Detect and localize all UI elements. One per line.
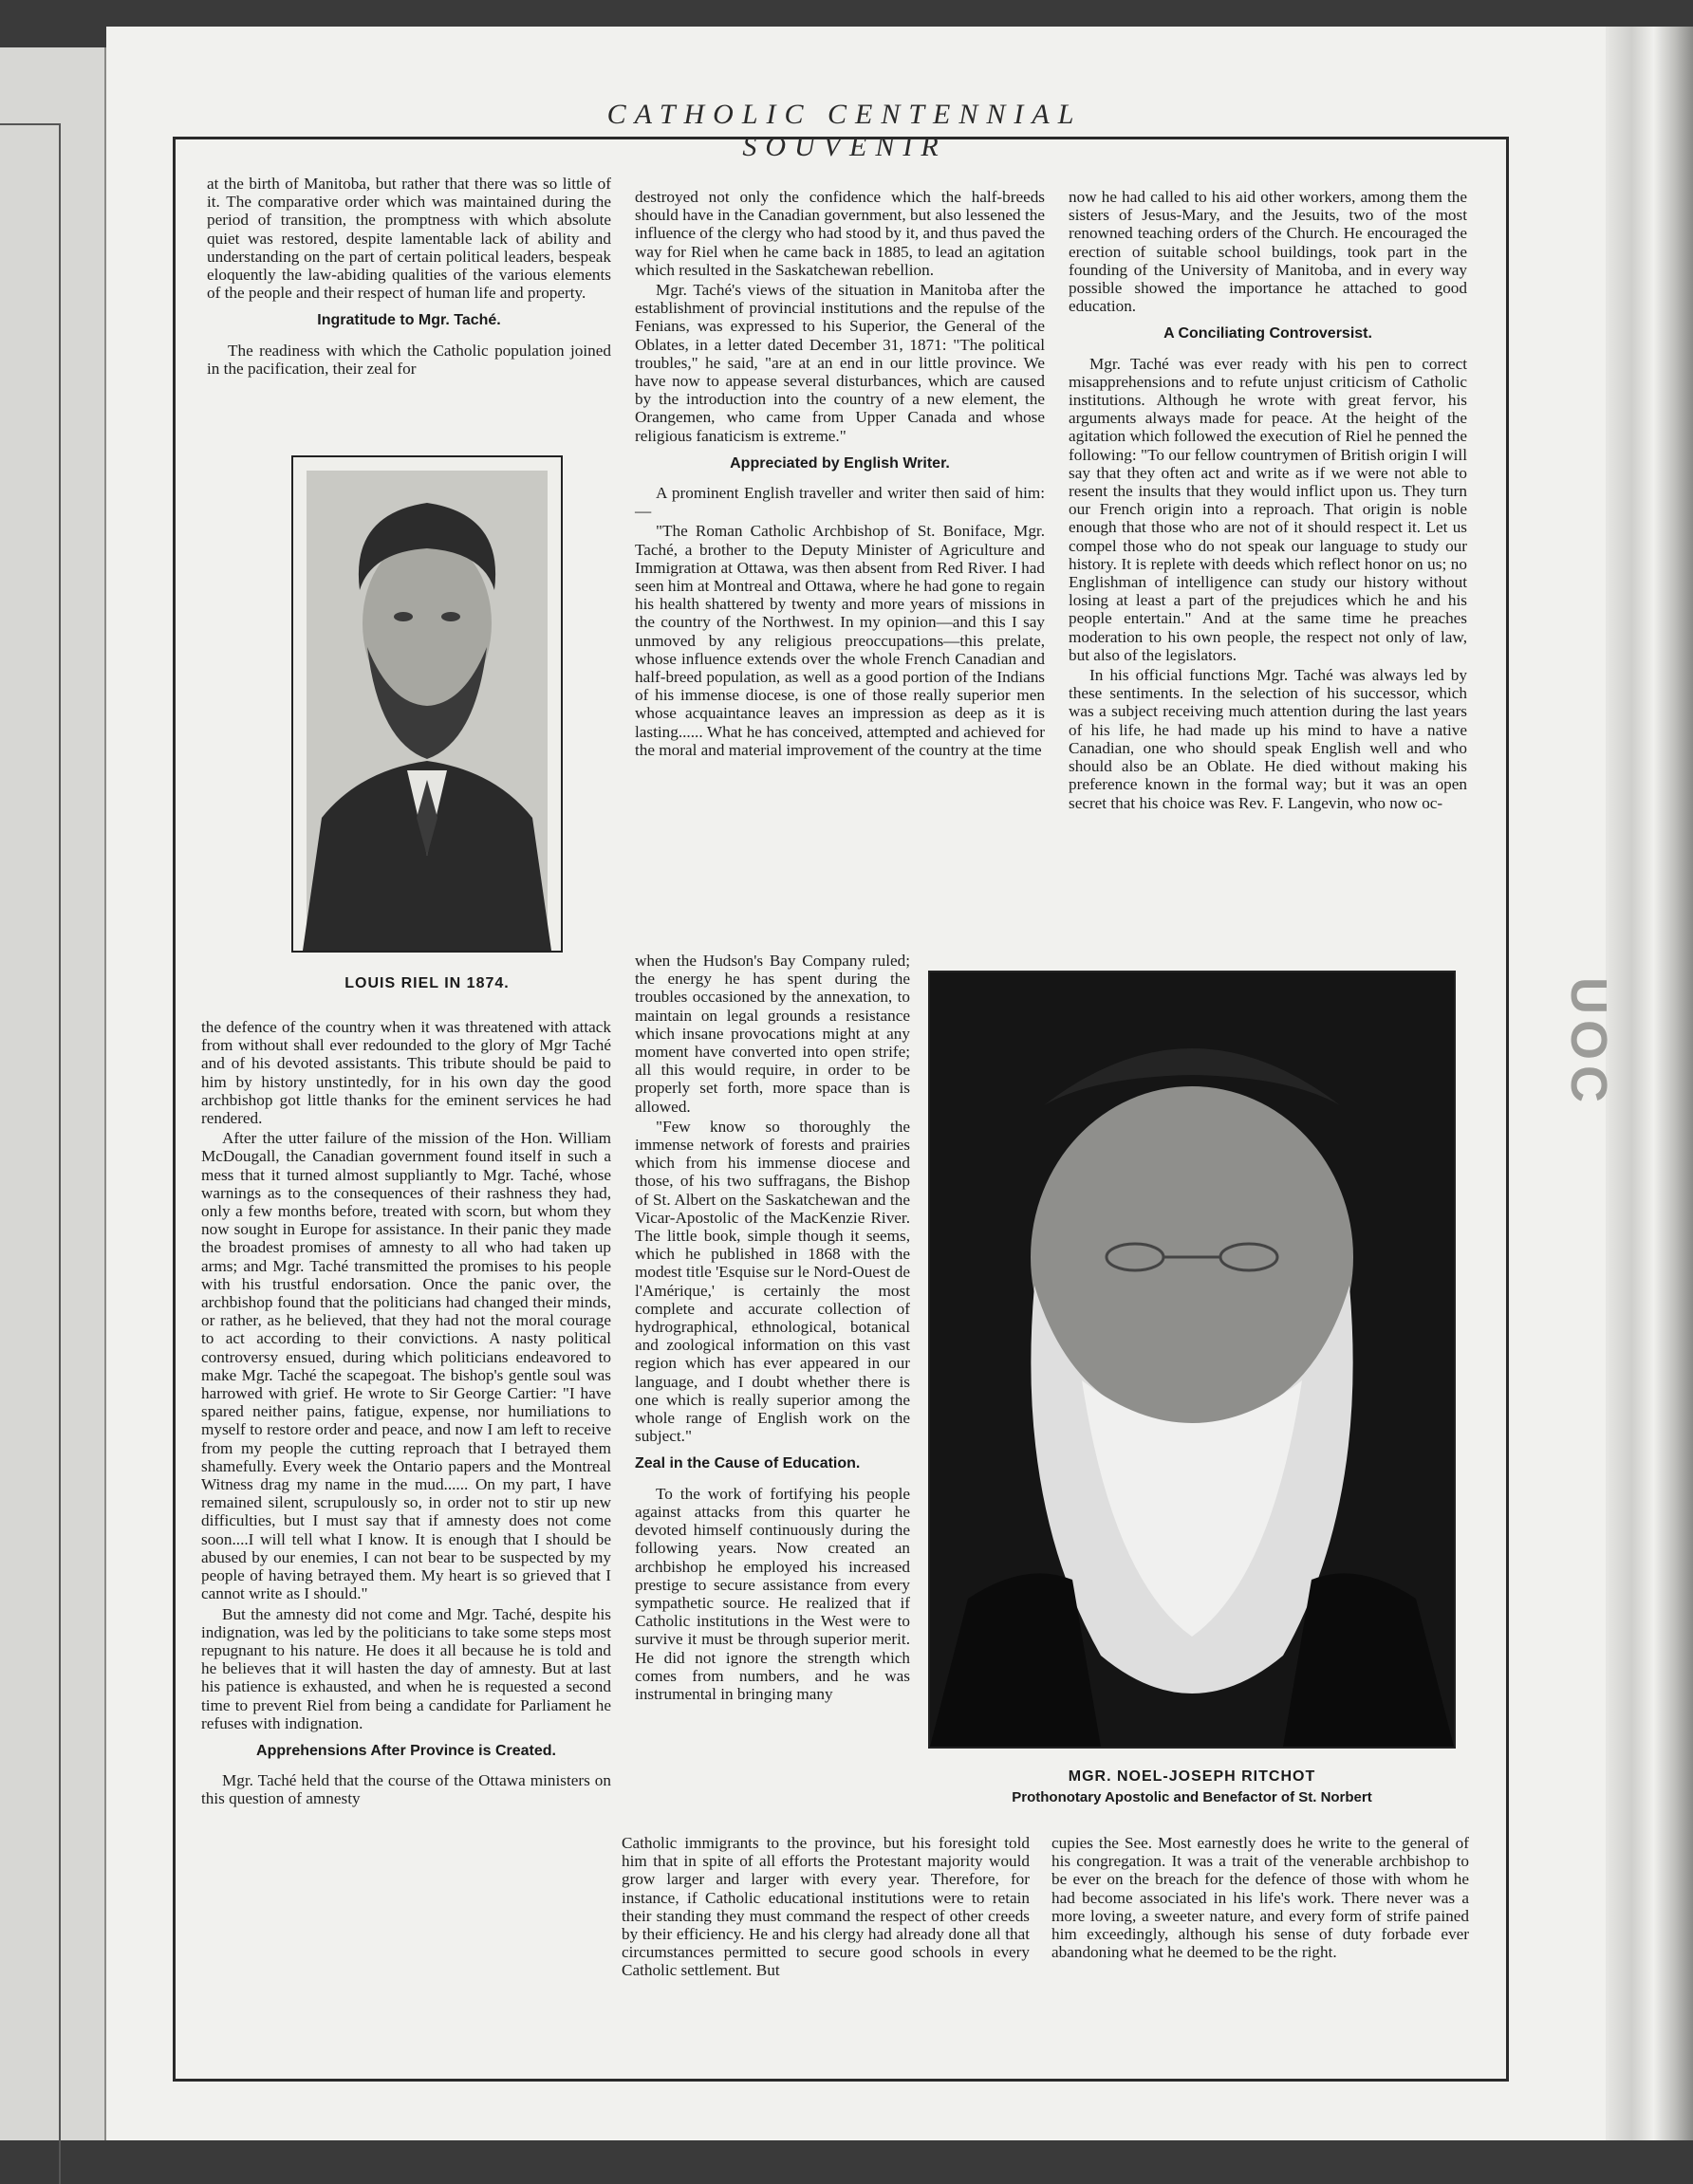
col1-paragraph-2: The readiness with which the Catholic population joined in the pacification, their zeal for: [207, 341, 611, 378]
column-2-narrow: [635, 952, 910, 1705]
col2-paragraph-4b: when the Hudson's Bay Company ruled; the energy he has spent during the troubles occasioned by the annexation, to maintain on legal grounds a resistance which insane provocations might at any moment have converted into open strife; all this would require, in order to be properly set forth, more space than is allowed.: [635, 952, 910, 1116]
col2-paragraph-1: destroyed not only the confidence which the half-breeds should have in the Canadian government, but also lessened the influence of the clergy who had stood by it, and thus paved the way for Riel when he came back in 1885, to lead an agitation which resulted in the Saskatchewan rebellion.: [635, 188, 1045, 279]
col1-paragraph-5: But the amnesty did not come and Mgr. Taché, despite his indignation, was led by the politicians to take some steps most repugnant to his nature. He does it all because he is told and he believes that it will hasten the day of amnesty. But at last his patience is exhausted, and when he is requested a second time to prevent Riel from being a candidate for Parliament he refuses with indignation.: [201, 1604, 611, 1732]
col2-paragraph-2: Mgr. Taché's views of the situation in Manitoba after the establishment of provincial institutions and the repulse of the Fenians, was expressed to his Superior, the General of the Oblates, in a letter dated December 31, 1871: "The political troubles," he said, "are at an end in our little province. We have now to appease several disturbances, which are caused by the introduction into the country of a new element, the Orangemen, who came from Upper Canada and whose religious fanaticism is extreme.": [635, 281, 1045, 445]
col3-paragraph-1: now he had called to his aid other workers, among them the sisters of Jesus-Mary, and the Jesuits, two of the most renowned teaching orders of the Church. He encouraged the erection of suitable school buildings, took part in the founding of the University of Manitoba, and in every way possible showed the importance he attached to good education.: [1069, 188, 1467, 316]
col3-paragraph-4: cupies the See. Most earnestly does he write to the general of his congregation. It was a trait of the venerable archbishop to be ever on the breach for the defence of those with whom he had become associated in his life's work. There never was a more loving, a sweeter nature, and every form of strife pained him exceedingly, although his sense of duty forbade ever abandoning what he deemed to be the right.: [1051, 1834, 1469, 1962]
col1-paragraph-3: the defence of the country when it was threatened with attack from without shall ever redounded to the glory of Mgr Taché and of his devoted assistants. This tribute should be paid to him by history unstintedly, for in his own day the good archbishop got little thanks for the eminent services he had rendered.: [201, 1018, 611, 1128]
heading-apprehensions: Apprehensions After Province is Created.: [256, 1742, 556, 1759]
ritchot-photo: [928, 971, 1456, 1749]
col2-paragraph-6: To the work of fortifying his people against attacks from this quarter he devoted himself continuously during the following years. Now created an archbishop he employed his increased prestige to secure assistance from every sympathetic source. He realized that if Catholic institutions in the West were to survive it must be through superior merit. He did not ignore the strength which comes from numbers, and he was instrumental in bringing many: [635, 1484, 910, 1703]
left-page-border: [0, 123, 61, 2184]
ritchot-caption-title: Prothonotary Apostolic and Benefactor of St. Norbert: [1012, 1789, 1372, 1805]
bearded-portrait-icon: [930, 972, 1454, 1747]
ritchot-caption-name: MGR. NOEL-JOSEPH RITCHOT: [1068, 1768, 1316, 1785]
col1-paragraph-1: at the birth of Manitoba, but rather that there was so little of it. The comparative order which was maintained during the period of transition, the promptness with which absolute quiet was restored, despite lamentable lack of ability and understanding on the part of certain political leaders, bespeak eloquently the law-abiding qualities of the various elements of the people and their respect of human life and property.: [207, 175, 611, 303]
column-3-bottom: [1051, 1834, 1469, 1963]
column-2-top: [635, 188, 1045, 761]
col1-paragraph-6: Mgr. Taché held that the course of the Ottawa ministers on this question of amnesty: [201, 1771, 611, 1808]
column-2-bottom: [622, 1834, 1030, 1982]
running-head: CATHOLIC CENTENNIAL SOUVENIR: [606, 99, 1083, 162]
col2-paragraph-4a: "The Roman Catholic Archbishop of St. Boniface, Mgr. Taché, a brother to the Deputy Minister of Agriculture and Immigration at Ottawa, was then absent from Red River. I had seen him at Montreal and Ottawa, where he had gone to regain his health shattered by twenty and more years of missions in the country of the Northwest. In my opinion—and this I say unmoved by any religious preoccupations—this prelate, whose influence extends over the whole French Canadian and half-breed population, as well as a good portion of the Indians of his immense diocese, is one of those really superior men whose acquaintance leaves an impression as deep as it is lasting...... What he has conceived, attempted and achieved for the moral and material improvement of the country at the time: [635, 522, 1045, 759]
column-3-top: [1069, 188, 1467, 814]
col3-paragraph-2: Mgr. Taché was ever ready with his pen to correct misapprehensions and to refute unjust criticism of Catholic institutions. Although he wrote with great fervor, his arguments always made for peace. At the height of the agitation which followed the execution of Riel he penned the following: "To our fellow countrymen of British origin I will say that they often act and write as if we were not able to resent the insults that they would inflict upon us. They turn our French origin into a reproach. That origin is noble enough that those who are not of it should respect it. Let us compel those who do not speak our language to study our history. It is replete with deeds which reflect honor on us; no Englishman of intelligence can study our history without losing at least a part of the prejudices which he and his people entertain." And at the same time he preaches moderation to his own people, the respect not only of law, but also of the legislators.: [1069, 354, 1467, 664]
riel-caption: LOUIS RIEL IN 1874.: [344, 975, 510, 991]
heading-ingratitude: Ingratitude to Mgr. Taché.: [317, 312, 501, 329]
heading-appreciated: Appreciated by English Writer.: [730, 454, 950, 472]
heading-conciliating: A Conciliating Controversist.: [1163, 325, 1372, 342]
col2-paragraph-7: Catholic immigrants to the province, but his foresight told him that in spite of all efforts the Protestant majority would grow larger and larger with every year. Therefore, for instance, if Catholic educational institutions were to retain their standing they must command the respect of other creeds by their efficiency. He and his clergy had already done all that circumstances permitted to secure good schools in every Catholic settlement. But: [622, 1834, 1030, 1980]
left-page-edge: [0, 47, 107, 2140]
col2-paragraph-3: A prominent English traveller and writer then said of him:—: [635, 484, 1045, 521]
col3-paragraph-3: In his official functions Mgr. Taché was always led by these sentiments. In the selection of his successor, which was a subject receiving much attention during the last years of his life, he had made up his mind to have a native Canadian, one who should speak English well and who should also be an Oblate. He died without making his preference known in the formal way; but it was an open secret that his choice was Rev. F. Langevin, who now oc-: [1069, 666, 1467, 812]
book-edge: [1606, 27, 1693, 2140]
col2-paragraph-5: "Few know so thoroughly the immense network of forests and prairies which from his immense diocese and those, of his two suffragans, the Bishop of St. Albert on the Saskatchewan and the Vicar-Apostolic of the MacKenzie River. The little book, simple though it seems, which he published in 1868 with the modest title 'Esquise sur le Nord-Ouest de l'Amérique,' is certainly the most complete and accurate collection of hydrographical, ethnological, botanical and zoological information on this vast region which has ever appeared in our language, and I doubt whether there is one which is really superior among the whole range of English work on the subject.": [635, 1117, 910, 1446]
column-1-top: [207, 175, 611, 379]
louis-riel-photo: [291, 455, 563, 953]
column-1-bottom: [201, 1018, 611, 1810]
col1-paragraph-4: After the utter failure of the mission of the Hon. William McDougall, the Canadian government found itself in such a mess that it turned almost suppliantly to Mgr. Taché, whose warnings as to the consequences of their rashness they had, only a few months before, treated with scorn, but whom they now sought in Europe for assistance. In their panic they made the broadest promises of amnesty to all who had taken up arms; and Mgr. Taché transmitted the promises to his people with his trustful endorsation. Once the panic over, the archbishop found that the politicians had changed their minds, or rather, as he believed, that they had not the moral courage to act according to their convictions. A nasty political controversy ensued, during which politicians endeavored to make Mgr. Taché the scapegoat. The bishop's gentle soul was harrowed with grief. He wrote to Sir George Cartier: "I have spared neither pains, fatigue, expense, nor humiliations to myself to restore order and peace, and now I am left to receive from my people the cutting reproach that I betrayed them shamefully. Every week the Ontario papers and the Montreal Witness drag my name in the mud...... On my part, I have remained silent, scrupulously so, in order not to stir up new difficulties, but I must say that if amnesty does not come soon....I will tell what I know. It is enough that I should be abused by our enemies, I can not bear to be suspected by my people of having betrayed them. My heart is so grieved that I cannot write as I should.": [201, 1129, 611, 1603]
portrait-figure-icon: [293, 457, 561, 951]
heading-zeal: Zeal in the Cause of Education.: [635, 1455, 861, 1472]
spine-label: UOC: [1560, 977, 1617, 1108]
